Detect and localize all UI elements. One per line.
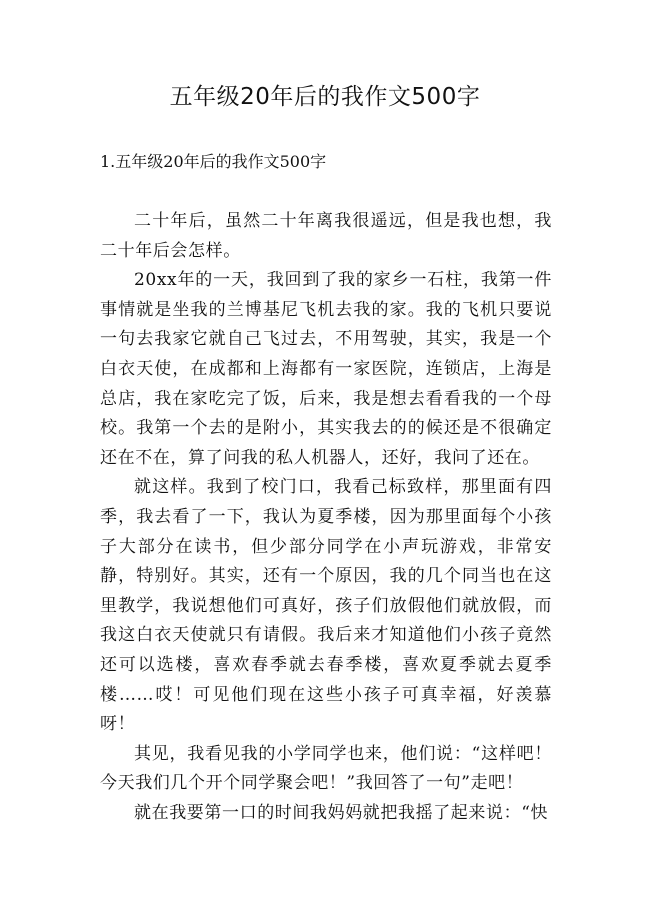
paragraph: 就在我要第一口的时间我妈妈就把我摇了起来说：“快 [134, 802, 549, 823]
paragraph: 二十年后，虽然二十年离我很遥远，但是我也想，我二十年后会怎样。 [100, 211, 552, 261]
paragraph: 其见，我看见我的小学同学也来，他们说：“这样吧！今天我们几个开个同学聚会吧！”我回答了一句”走吧！ [100, 743, 552, 794]
paragraph: 20xx年的一天，我回到了我的家乡一石柱，我第一件事情就是坐我的兰博基尼飞机去我的家。我的飞机只要说一句去我家它就自己飞过去，不用驾驶，其实，我是一个白衣天使，在成都和上海都有一家医院，连锁店，上海是总店，我在家吃完了饭，后来，我是想去看看我的一个母校。我第一个去的是附小，其实我去的的候还是不很确定还在不在，算了问我的私人机器人，还好，我问了还在。 [100, 270, 552, 468]
essay-body [100, 207, 552, 828]
paragraph: 就这样。我到了校门口，我看己标致样，那里面有四季，我去看了一下，我认为夏季楼，因为那里面每个小孩子大部分在读书，但少部分同学在小声玩游戏，非常安静，特别好。其实，还有一个原因，我的几个同当也在这里教学，我说想他们可真好，孩子们放假他们就放假，而我这白衣天使就只有请假。我后来才知道他们小孩子竟然还可以选楼，喜欢春季就去春季楼，喜欢夏季就去夏季楼……哎！可见他们现在这些小孩子可真幸福，好羡慕呀！ [100, 477, 552, 735]
document-title: 五年级20年后的我作文500字 [169, 84, 481, 110]
section-heading: 1.五年级20年后的我作文500字 [100, 152, 327, 171]
